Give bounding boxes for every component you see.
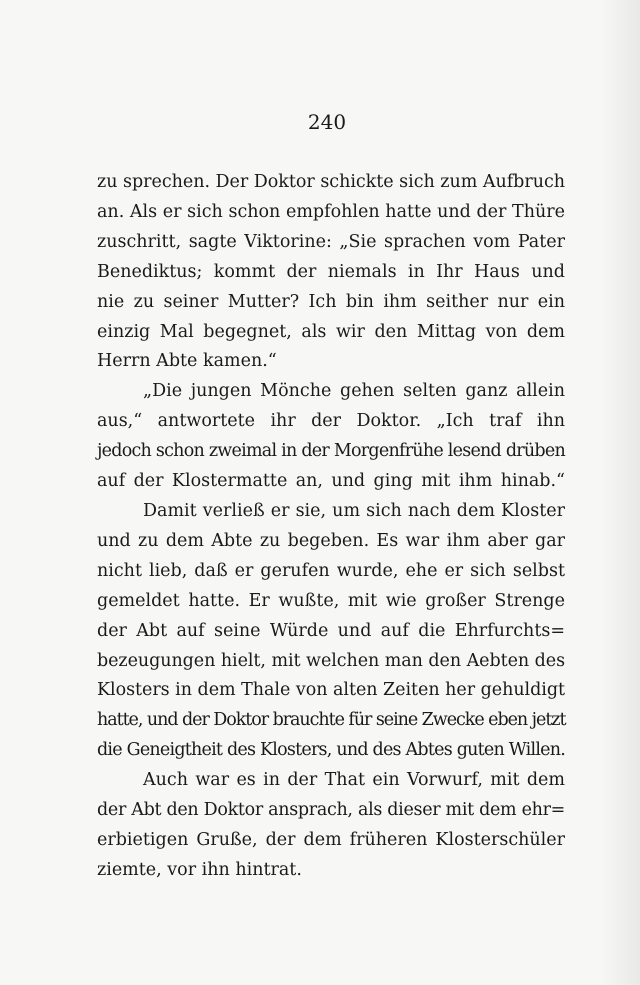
- text-line: zuschritt, sagte Viktorine: „Sie sprachen vom Pater: [97, 231, 565, 252]
- text-line: nie zu seiner Mutter? Ich bin ihm seither nur ein: [97, 291, 565, 312]
- text-line: bezeugungen hielt, mit welchen man den Aebten des: [97, 650, 565, 671]
- text-line: „Die jungen Mönche gehen selten ganz allein: [143, 381, 565, 402]
- text-line: der Abt auf seine Würde und auf die Ehrfurchts=: [97, 620, 565, 641]
- text-line: gemeldet hatte. Er wußte, mit wie großer Strenge: [97, 590, 565, 611]
- text-line: hatte, und der Doktor brauchte für seine Zwecke eben jetzt: [97, 710, 566, 731]
- text-line: die Geneigtheit des Klosters, und des Abtes guten Willen.: [97, 740, 566, 761]
- text-line: ziemte, vor ihn hintrat.: [97, 859, 302, 880]
- text-line: Herrn Abte kamen.“: [97, 351, 277, 372]
- text-line: aus,“ antwortete ihr der Doktor. „Ich traf ihn: [97, 411, 565, 432]
- text-line: zu sprechen. Der Doktor schickte sich zum Aufbruch: [97, 172, 565, 192]
- text-line: Auch war es in der That ein Vorwurf, mit dem: [143, 770, 565, 791]
- page-edge-shadow: [600, 0, 640, 985]
- text-line: einzig Mal begegnet, als wir den Mittag von dem: [97, 321, 565, 342]
- text-line: Klosters in dem Thale von alten Zeiten her gehuldigt: [97, 680, 565, 701]
- text-line: Benediktus; kommt der niemals in Ihr Haus und: [97, 261, 565, 282]
- text-line: nicht lieb, daß er gerufen wurde, ehe er sich selbst: [97, 560, 565, 581]
- text-line: und zu dem Abte zu begeben. Es war ihm aber gar: [97, 530, 565, 551]
- text-line: Damit verließ er sie, um sich nach dem Kloster: [143, 500, 565, 521]
- text-line: erbietigen Gruße, der dem früheren Klosterschüler: [97, 829, 565, 850]
- text-line: der Abt den Doktor ansprach, als dieser mit dem ehr=: [97, 800, 566, 821]
- page-number: 240: [307, 110, 347, 134]
- text-line: an. Als er sich schon empfohlen hatte und der Thüre: [97, 201, 565, 222]
- body-text: [97, 168, 565, 886]
- text-line: jedoch schon zweimal in der Morgenfrühe lesend drüben: [97, 441, 565, 462]
- text-line: auf der Klostermatte an, und ging mit ihm hinab.“: [97, 471, 565, 492]
